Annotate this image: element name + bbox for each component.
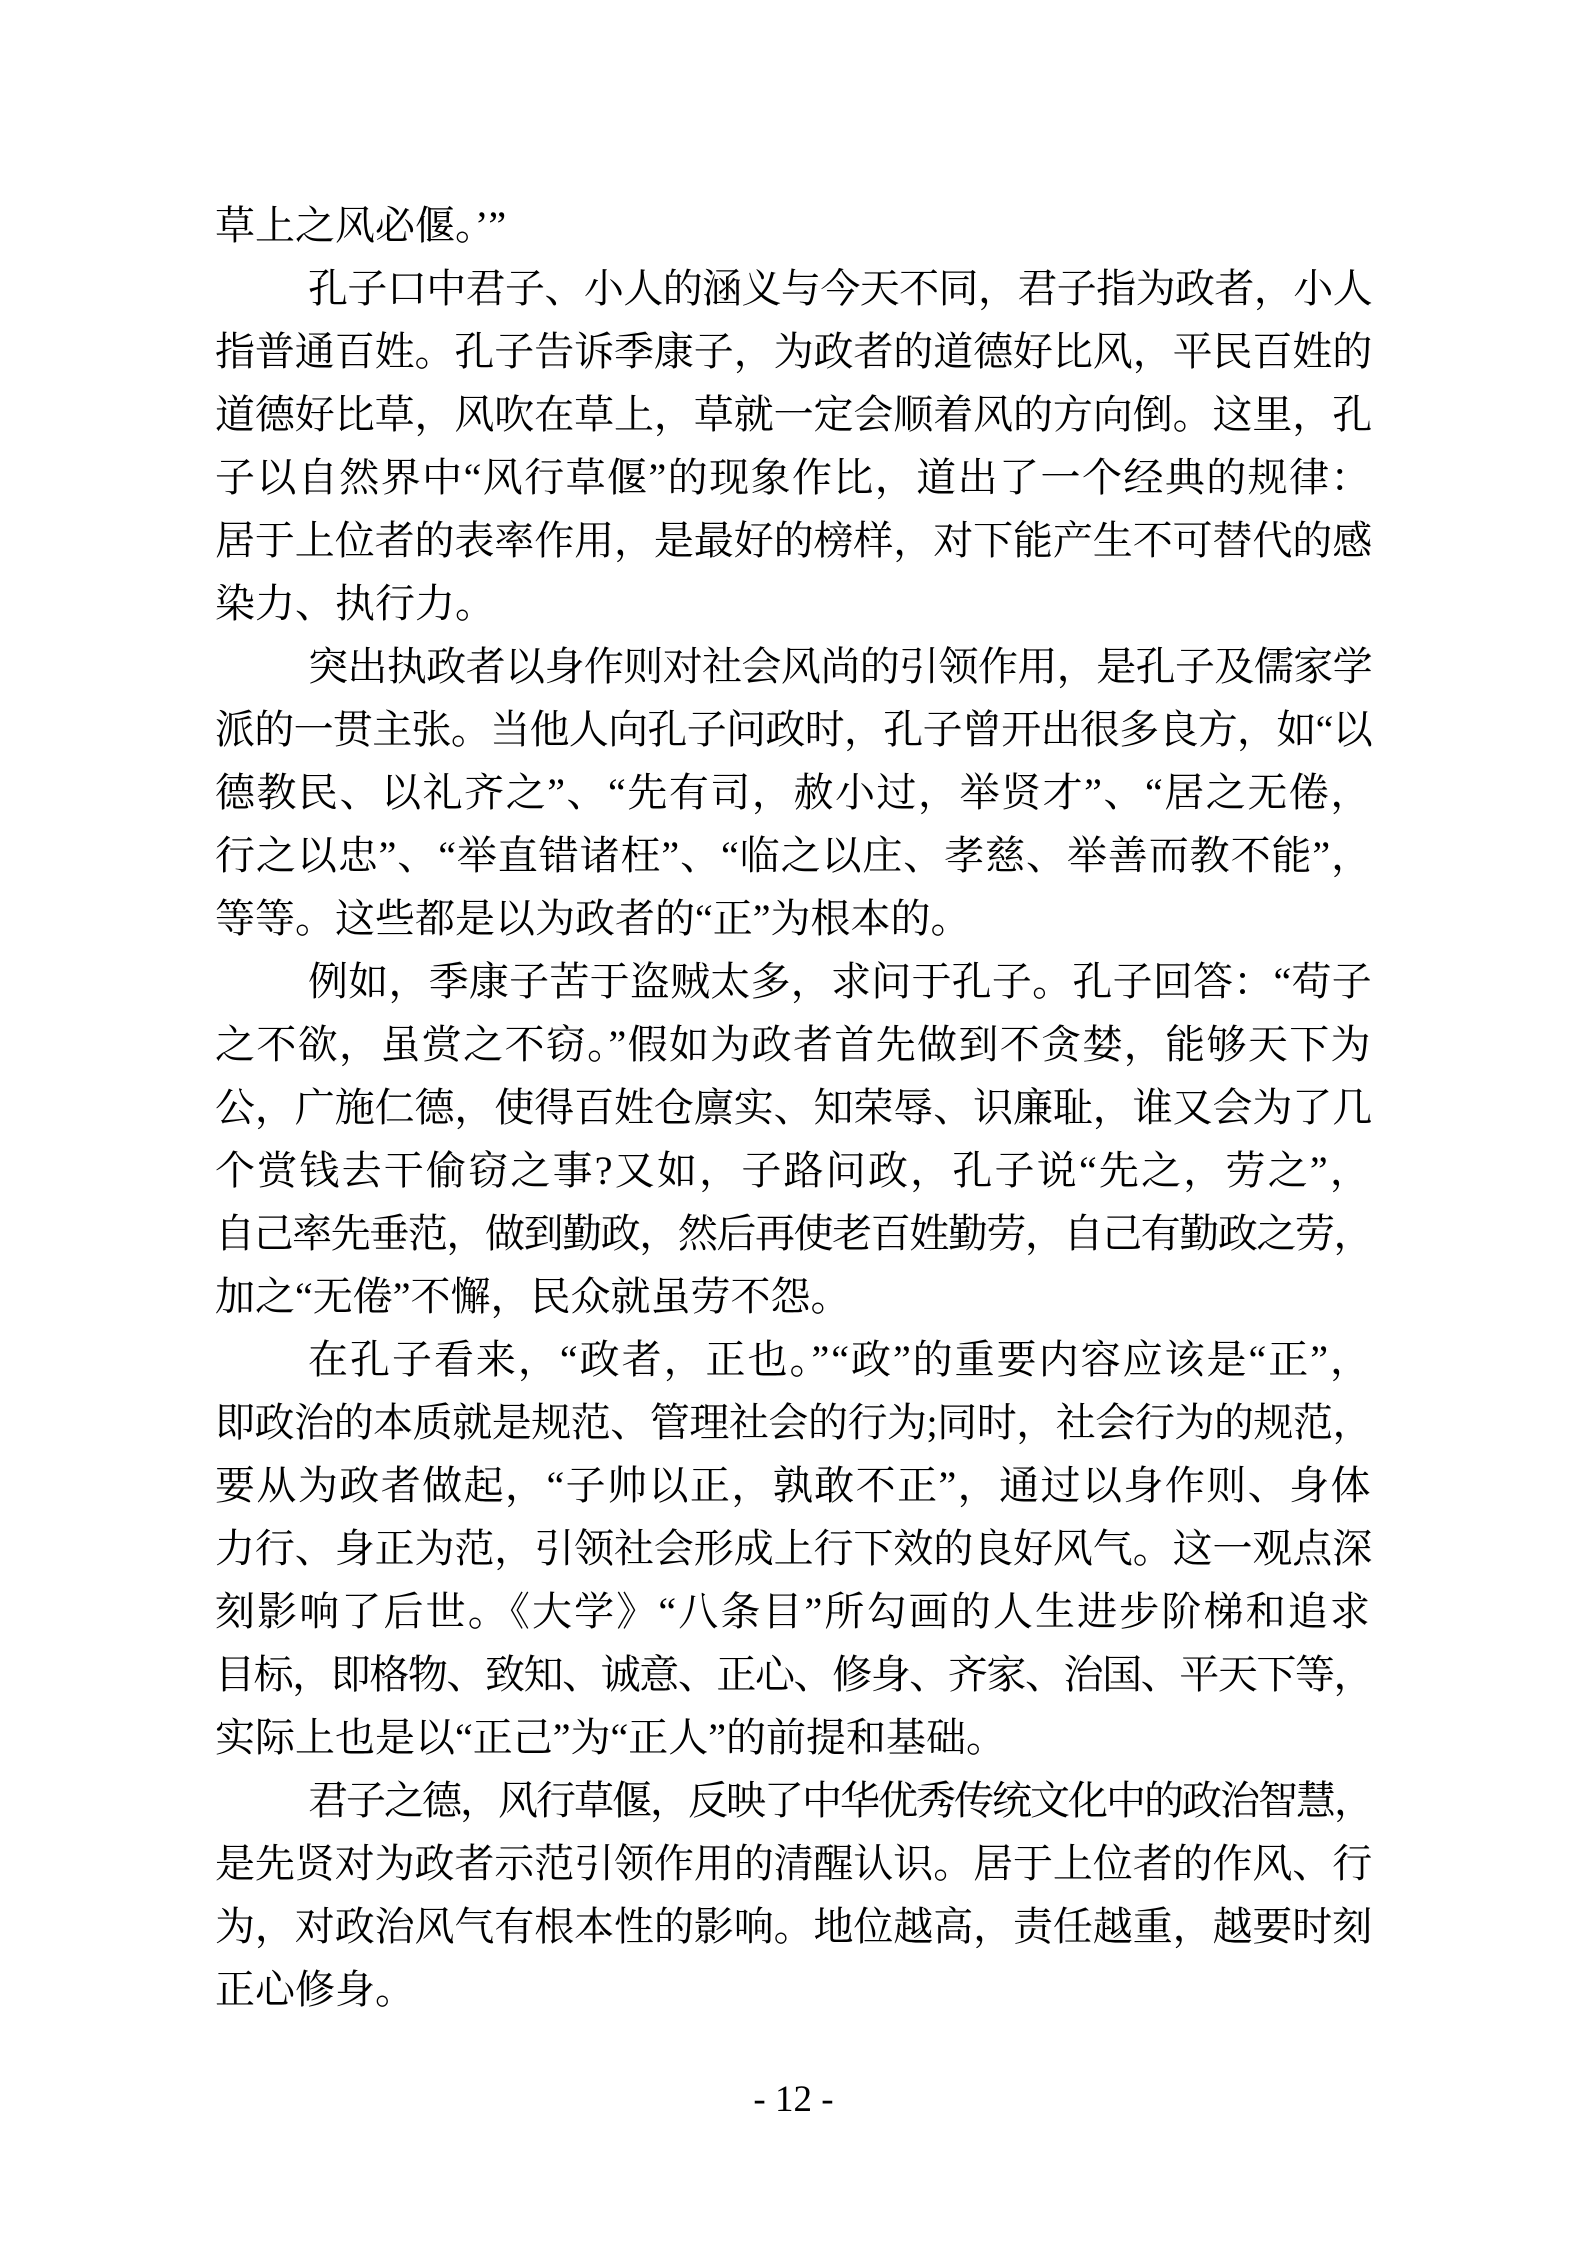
text-line bbox=[215, 1832, 1372, 1895]
text-line bbox=[215, 1013, 1372, 1076]
text-line bbox=[215, 1139, 1372, 1202]
line-text: 孔子口中君子、小人的涵义与今天不同，君子指为政者，小人 bbox=[308, 266, 1373, 311]
line-text: 公，广施仁德，使得百姓仓廪实、知荣辱、识廉耻，谁又会为了几 bbox=[215, 1085, 1373, 1130]
line-text: 加之“无倦”不懈，民众就虽劳不怨。 bbox=[215, 1274, 851, 1319]
text-line bbox=[215, 383, 1372, 446]
line-text: 目标，即格物、致知、诚意、正心、修身、齐家、治国、平天下等， bbox=[215, 1652, 1373, 1697]
line-text: 道德好比草，风吹在草上，草就一定会顺着风的方向倒。这里，孔 bbox=[215, 392, 1373, 437]
text-line bbox=[215, 1769, 1372, 1832]
line-text: 行之以忠”、“举直错诸枉”、“临之以庄、孝慈、举善而教不能”， bbox=[215, 833, 1372, 878]
line-text: 正心修身。 bbox=[215, 1967, 415, 2012]
text-line bbox=[215, 1202, 1372, 1265]
text-line bbox=[215, 761, 1372, 824]
text-line bbox=[215, 446, 1372, 509]
text-line bbox=[215, 950, 1372, 1013]
line-text: 在孔子看来，“政者，正也。”“政”的重要内容应该是“正”， bbox=[308, 1337, 1372, 1382]
text-line bbox=[215, 887, 1372, 950]
line-text: 突出执政者以身作则对社会风尚的引领作用，是孔子及儒家学 bbox=[308, 644, 1373, 689]
line-text: 要从为政者做起，“子帅以正，孰敢不正”，通过以身作则、身体 bbox=[215, 1463, 1372, 1508]
text-line bbox=[215, 1328, 1372, 1391]
text-line bbox=[215, 1454, 1372, 1517]
line-text: 指普通百姓。孔子告诉季康子，为政者的道德好比风，平民百姓的 bbox=[215, 329, 1373, 374]
line-text: 力行、身正为范，引领社会形成上行下效的良好风气。这一观点深 bbox=[215, 1526, 1373, 1571]
line-text: 子以自然界中“风行草偃”的现象作比，道出了一个经典的规律： bbox=[215, 455, 1372, 500]
text-line bbox=[215, 320, 1372, 383]
text-line bbox=[215, 1076, 1372, 1139]
line-text: 君子之德，风行草偃，反映了中华优秀传统文化中的政治智慧， bbox=[308, 1778, 1372, 1823]
line-text: 等等。这些都是以为政者的“正”为根本的。 bbox=[215, 896, 971, 941]
text-line bbox=[215, 257, 1372, 320]
line-text: 之不欲，虽赏之不窃。”假如为政者首先做到不贪婪，能够天下为 bbox=[215, 1022, 1372, 1067]
text-line bbox=[215, 572, 1372, 635]
line-text: 染力、执行力。 bbox=[215, 581, 495, 626]
line-text: 德教民、以礼齐之”、“先有司，赦小过，举贤才”、“居之无倦， bbox=[215, 770, 1372, 815]
text-line bbox=[215, 1517, 1372, 1580]
text-line bbox=[215, 698, 1372, 761]
line-text: 派的一贯主张。当他人向孔子问政时，孔子曾开出很多良方，如“以 bbox=[215, 707, 1373, 752]
line-text: 自己率先垂范，做到勤政，然后再使老百姓勤劳，自己有勤政之劳， bbox=[215, 1211, 1373, 1256]
text-line bbox=[215, 1580, 1372, 1643]
text-line bbox=[215, 1958, 1372, 2021]
text-line bbox=[215, 194, 1372, 257]
text-line bbox=[215, 824, 1372, 887]
text-line bbox=[215, 1895, 1372, 1958]
line-text: 例如，季康子苦于盗贼太多，求问于孔子。孔子回答：“苟子 bbox=[308, 959, 1372, 1004]
text-line bbox=[215, 1265, 1372, 1328]
line-text: 是先贤对为政者示范引领作用的清醒认识。居于上位者的作风、行 bbox=[215, 1841, 1373, 1886]
line-text: 刻影响了后世。《大学》“八条目”所勾画的人生进步阶梯和追求 bbox=[215, 1589, 1372, 1634]
line-text: 居于上位者的表率作用，是最好的榜样，对下能产生不可替代的感 bbox=[215, 518, 1373, 563]
line-text: 即政治的本质就是规范、管理社会的行为;同时，社会行为的规范， bbox=[215, 1400, 1373, 1445]
page-number: - 12 - bbox=[753, 2079, 834, 2120]
text-line bbox=[215, 509, 1372, 572]
text-line bbox=[215, 1391, 1372, 1454]
line-text: 为，对政治风气有根本性的影响。地位越高，责任越重，越要时刻 bbox=[215, 1904, 1373, 1949]
line-text: 草上之风必偃。’” bbox=[215, 203, 507, 248]
text-line bbox=[215, 1643, 1372, 1706]
text-column bbox=[215, 194, 1372, 2021]
line-text: 实际上也是以“正己”为“正人”的前提和基础。 bbox=[215, 1715, 1007, 1760]
line-text: 个赏钱去干偷窃之事?又如，子路问政，孔子说“先之，劳之”， bbox=[215, 1148, 1373, 1193]
text-line bbox=[215, 635, 1372, 698]
text-line bbox=[215, 1706, 1372, 1769]
